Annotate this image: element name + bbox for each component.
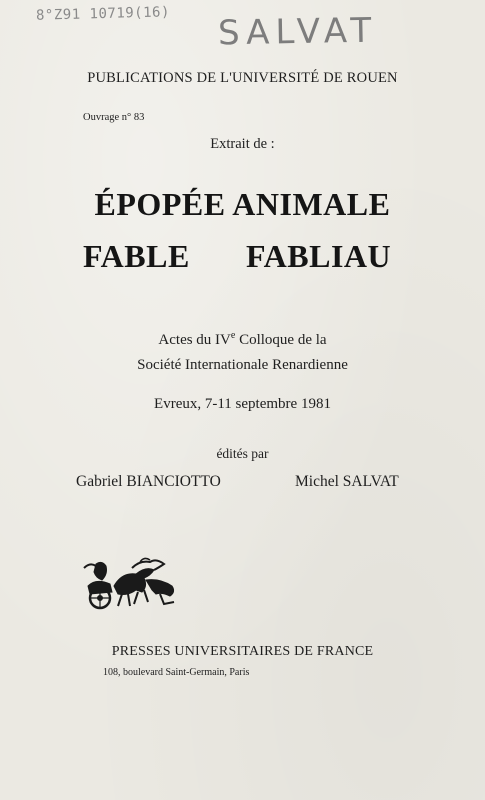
- editor-2: Michel SALVAT: [295, 473, 399, 490]
- chariot-emblem-icon: [76, 556, 180, 614]
- ouvrage-number: Ouvrage n° 83: [83, 112, 145, 123]
- publisher-address: 108, boulevard Saint-Germain, Paris: [103, 667, 250, 678]
- main-title-line1: ÉPOPÉE ANIMALE: [94, 186, 391, 222]
- main-title-line2b: FABLIAU: [246, 238, 392, 274]
- publisher-name: PRESSES UNIVERSITAIRES DE FRANCE: [111, 644, 374, 659]
- main-title-line2a: FABLE: [83, 238, 190, 274]
- handwritten-author-name: SALVAT: [217, 10, 378, 54]
- extrait-label: Extrait de :: [210, 136, 275, 152]
- proceedings-prefix: Actes du IV: [158, 332, 231, 348]
- proceedings-dates: Evreux, 7-11 septembre 1981: [154, 396, 331, 412]
- editors-label: édités par: [216, 446, 269, 461]
- proceedings-line2: Société Internationale Renardienne: [137, 357, 348, 373]
- editor-1: Gabriel BIANCIOTTO: [76, 473, 221, 490]
- proceedings-line1: [0, 330, 485, 349]
- publisher-series: PUBLICATIONS DE L'UNIVERSITÉ DE ROUEN: [87, 70, 398, 86]
- proceedings-superscript: e: [230, 330, 236, 341]
- handwritten-reference: 8°Z91 10719(16): [35, 4, 171, 24]
- proceedings-suffix: Colloque de la: [235, 332, 327, 348]
